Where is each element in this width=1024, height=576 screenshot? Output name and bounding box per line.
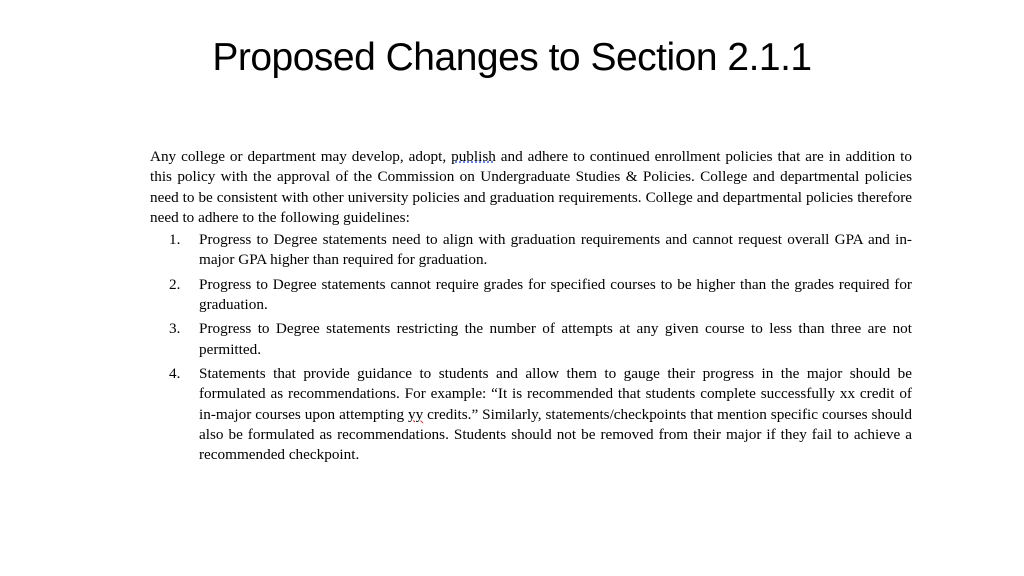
intro-paragraph [150, 147, 912, 228]
list-item-text-start: Statements that provide guidance to students and allow them to gauge their progress in the major should be formulated as recommendations. For example: “It is recommended that students complete successfully xx credit of in-major courses upon attempting [199, 364, 912, 423]
list-item-text: Progress to Degree statements restricting the number of attempts at any given course to less than three are not permitted. [199, 320, 912, 358]
grammar-flagged-word: publish [451, 148, 496, 165]
list-item [150, 230, 912, 271]
intro-text-end: and adhere to continued enrollment policies that are in addition to this policy with the approval of the Commission on Undergraduate Studies & Policies. College and departmental policies need to be consistent with other university policies and graduation requirements. College and departmental policies therefore need to adhere to the following guidelines: [150, 148, 912, 226]
list-item-text-end: credits.” Similarly, statements/checkpoints that mention specific courses should also be formulated as recommendations. Students should not be removed from their major if they fail to achieve a recommended checkpoint. [199, 405, 912, 464]
list-item [150, 364, 912, 465]
list-item [150, 275, 912, 316]
spelling-flagged-word: yy [408, 405, 424, 423]
list-item-number: 1. [169, 231, 181, 249]
list-item-text: Progress to Degree statements need to align with graduation requirements and cannot request overall GPA and in-major GPA higher than required for graduation. [199, 231, 912, 269]
list-item [150, 319, 912, 360]
list-item-number: 2. [169, 275, 181, 293]
guidelines-list [150, 230, 912, 465]
list-item-number: 4. [169, 364, 181, 382]
slide-title: Proposed Changes to Section 2.1.1 [212, 36, 812, 79]
list-item-text: Progress to Degree statements cannot require grades for specified courses to be higher than the grades required for graduation. [199, 275, 912, 314]
list-item-number: 3. [169, 320, 181, 338]
list-item-text [199, 365, 912, 463]
document-excerpt [150, 147, 912, 469]
intro-text-start: Any college or department may develop, adopt, [150, 148, 452, 165]
